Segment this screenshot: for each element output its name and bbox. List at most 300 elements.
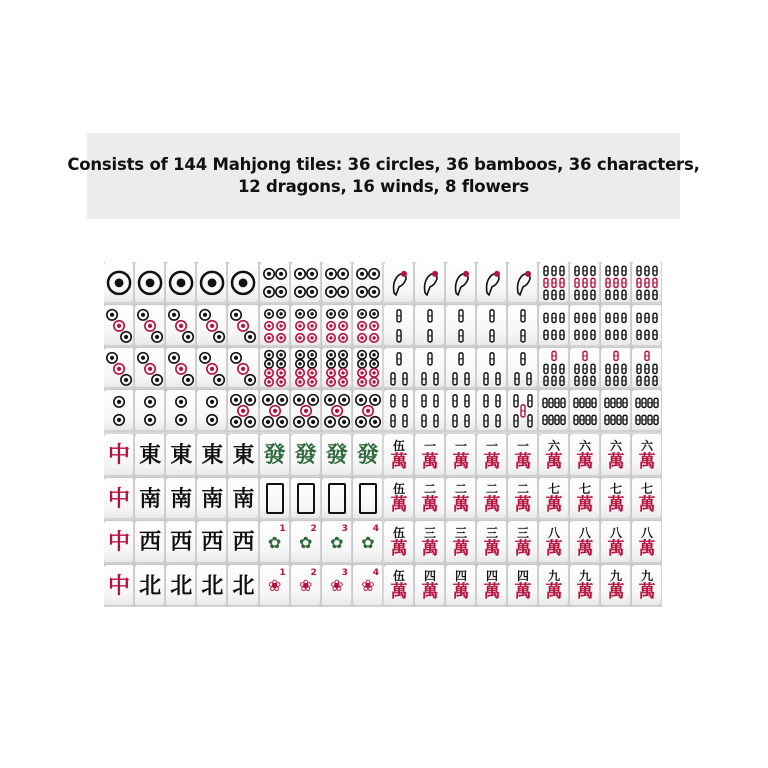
circle-tile (291, 348, 321, 390)
bamboo-sticks-icon (601, 348, 631, 390)
tile-glyph: 東 (139, 442, 162, 469)
bamboo-sticks-icon (446, 390, 476, 432)
circle-pips-icon (104, 348, 134, 390)
wind-tile (197, 478, 227, 521)
character-number: 三 (454, 525, 467, 540)
tile-glyph: 北 (170, 572, 193, 599)
white-dragon-tile (291, 478, 321, 521)
wan-glyph: 萬 (483, 538, 501, 559)
character-tile (570, 434, 600, 477)
bamboo-sticks-icon (415, 305, 445, 347)
bamboo-sticks-icon (508, 348, 538, 390)
bamboo-sticks-icon (446, 348, 476, 390)
bamboo-tile (384, 390, 414, 432)
bamboo-tile (570, 305, 600, 347)
flower-number: 4 (372, 567, 379, 578)
white-dragon-frame-icon (297, 483, 315, 514)
character-number: 七 (547, 482, 560, 497)
bamboo-tile (570, 348, 600, 390)
flower-number: 1 (279, 567, 286, 578)
red-dragon-tile (104, 434, 134, 477)
character-tile (508, 434, 538, 477)
wan-glyph: 萬 (452, 495, 470, 516)
wind-tile (197, 521, 227, 564)
bamboo-sticks-icon (415, 390, 445, 432)
circle-pips-icon (291, 262, 321, 304)
red-dragon-tile (104, 478, 134, 521)
tile-glyph: 東 (201, 442, 224, 469)
bamboo-tile (384, 348, 414, 390)
flower-tile (322, 565, 352, 608)
bamboo-tile (570, 390, 600, 432)
flower-tile (353, 521, 383, 564)
flower-tile (291, 565, 321, 608)
character-number: 一 (454, 438, 467, 453)
circle-tile (197, 390, 227, 432)
character-number: 二 (423, 482, 436, 497)
circle-tile (104, 262, 134, 304)
wan-glyph: 萬 (421, 538, 439, 559)
bamboo-tile (415, 305, 445, 347)
bamboo-tile (632, 305, 662, 347)
circle-tile (260, 390, 290, 432)
bamboo-sticks-icon (477, 348, 507, 390)
tile-glyph: 發 (263, 442, 286, 469)
wan-glyph: 萬 (576, 538, 594, 559)
bamboo-sticks-icon (539, 390, 569, 432)
wind-tile (166, 565, 196, 608)
wan-glyph: 萬 (607, 582, 625, 603)
bamboo-tile (477, 305, 507, 347)
wan-glyph: 萬 (638, 495, 656, 516)
circle-pips-icon (104, 305, 134, 347)
wind-tile (135, 565, 165, 608)
tile-glyph: 南 (201, 485, 224, 512)
character-tile (446, 434, 476, 477)
character-tile (570, 521, 600, 564)
flower-number: 2 (310, 524, 317, 534)
red-dragon-tile (104, 565, 134, 608)
character-tile (539, 434, 569, 477)
tile-glyph: 發 (325, 442, 348, 469)
wan-glyph: 萬 (421, 495, 439, 516)
bamboo-sticks-icon (570, 262, 600, 304)
circle-pips-icon (322, 262, 352, 304)
character-tile (384, 565, 414, 608)
circle-tile (166, 390, 196, 432)
character-number: 二 (516, 482, 529, 497)
character-number: 四 (454, 569, 467, 584)
bamboo-tile (539, 262, 569, 304)
wan-glyph: 萬 (421, 582, 439, 603)
wind-tile (166, 434, 196, 477)
character-number: 伍 (392, 482, 405, 497)
wan-glyph: 萬 (452, 451, 470, 472)
character-number: 八 (640, 525, 653, 540)
wan-glyph: 萬 (390, 495, 408, 516)
flower-number: 1 (279, 524, 286, 534)
character-tile (632, 478, 662, 521)
circle-pips-icon (291, 348, 321, 390)
tile-glyph: 南 (139, 485, 162, 512)
circle-pips-icon (353, 348, 383, 390)
bamboo-tile (601, 348, 631, 390)
tile-glyph: 中 (108, 485, 131, 512)
bamboo-sticks-icon (570, 348, 600, 390)
bamboo-tile (384, 305, 414, 347)
bamboo-tile (632, 390, 662, 432)
circle-tile (228, 262, 258, 304)
wind-tile (197, 565, 227, 608)
character-tile (601, 478, 631, 521)
bamboo-sticks-icon (384, 390, 414, 432)
character-tile (477, 478, 507, 521)
flower-icon: ❀ (267, 576, 282, 596)
bamboo-tile (508, 262, 538, 304)
flower-icon: ✿ (361, 532, 375, 552)
wan-glyph: 萬 (514, 451, 532, 472)
bamboo-tile (508, 390, 538, 432)
character-tile (477, 565, 507, 608)
wan-glyph: 萬 (607, 495, 625, 516)
wan-glyph: 萬 (390, 538, 408, 559)
wan-glyph: 萬 (545, 495, 563, 516)
character-tile (446, 478, 476, 521)
tile-glyph: 西 (139, 529, 162, 556)
circle-tile (166, 305, 196, 347)
character-number: 八 (609, 525, 622, 540)
character-tile (508, 478, 538, 521)
character-number: 七 (609, 482, 622, 497)
tile-glyph: 北 (201, 572, 224, 599)
circle-tile (197, 262, 227, 304)
wan-glyph: 萬 (390, 582, 408, 603)
circle-pips-icon (197, 390, 227, 432)
bamboo-tile (601, 305, 631, 347)
bamboo-sticks-icon (632, 305, 662, 347)
character-number: 三 (485, 525, 498, 540)
circle-pips-icon (260, 348, 290, 390)
white-dragon-frame-icon (359, 483, 377, 514)
wan-glyph: 萬 (638, 538, 656, 559)
flower-tile (353, 565, 383, 608)
circle-pips-icon (322, 348, 352, 390)
flower-icon: ✿ (267, 532, 282, 552)
character-number: 四 (423, 569, 436, 584)
flower-icon: ❀ (330, 576, 344, 596)
bird-icon (446, 262, 476, 304)
bird-icon (415, 262, 445, 304)
tile-glyph: 西 (232, 529, 255, 556)
bamboo-sticks-icon (415, 348, 445, 390)
bamboo-sticks-icon (601, 390, 631, 432)
circle-pips-icon (260, 305, 290, 347)
circle-pips-icon (197, 305, 227, 347)
circle-pips-icon (166, 390, 196, 432)
character-number: 八 (578, 525, 591, 540)
bamboo-tile (446, 262, 476, 304)
character-number: 六 (578, 438, 591, 453)
bamboo-sticks-icon (508, 305, 538, 347)
tile-glyph: 南 (232, 485, 255, 512)
bamboo-sticks-icon (601, 305, 631, 347)
bamboo-tile (446, 390, 476, 432)
wind-tile (228, 478, 258, 521)
bamboo-sticks-icon (632, 390, 662, 432)
wan-glyph: 萬 (545, 451, 563, 472)
circle-pips-icon (104, 390, 134, 432)
flower-tile (291, 521, 321, 564)
character-tile (384, 521, 414, 564)
wan-glyph: 萬 (638, 582, 656, 603)
wan-glyph: 萬 (545, 538, 563, 559)
circles-tiles (104, 262, 383, 432)
character-tile (415, 478, 445, 521)
flower-number: 3 (341, 567, 348, 578)
honor-and-flower-tiles (104, 434, 383, 607)
character-number: 一 (485, 438, 498, 453)
character-tile (539, 478, 569, 521)
circle-tile (353, 348, 383, 390)
bamboo-sticks-icon (539, 262, 569, 304)
circle-pips-icon (197, 348, 227, 390)
circle-pips-icon (353, 305, 383, 347)
character-tile (384, 434, 414, 477)
character-tile (601, 434, 631, 477)
circle-tile (135, 348, 165, 390)
circle-pips-icon (135, 305, 165, 347)
wan-glyph: 萬 (390, 451, 408, 472)
caption-line-1: Consists of 144 Mahjong tiles: 36 circles, 36 bamboos, 36 characters, (67, 155, 700, 174)
bird-icon (477, 262, 507, 304)
wind-tile (228, 434, 258, 477)
flower-tile (322, 521, 352, 564)
circle-pips-icon (353, 390, 383, 432)
wan-glyph: 萬 (452, 582, 470, 603)
wan-glyph: 萬 (514, 582, 532, 603)
character-tile (601, 565, 631, 608)
circle-tile (104, 305, 134, 347)
wan-glyph: 萬 (483, 451, 501, 472)
tile-glyph: 發 (294, 442, 317, 469)
circle-tile (353, 305, 383, 347)
bamboo-tile (508, 348, 538, 390)
circle-tile (322, 305, 352, 347)
circle-pips-icon (322, 390, 352, 432)
character-number: 七 (640, 482, 653, 497)
bamboo-tile (384, 262, 414, 304)
character-tile (384, 478, 414, 521)
circle-pips-icon (166, 348, 196, 390)
circle-tile (322, 262, 352, 304)
white-dragon-frame-icon (328, 483, 346, 514)
circle-pips-icon (291, 390, 321, 432)
bamboo-sticks-icon (384, 348, 414, 390)
bamboo-tile (539, 348, 569, 390)
wan-glyph: 萬 (576, 495, 594, 516)
circle-tile (353, 262, 383, 304)
bamboo-sticks-icon (570, 390, 600, 432)
flower-icon: ❀ (361, 576, 375, 596)
character-number: 伍 (392, 569, 405, 584)
circle-pips-icon (260, 262, 290, 304)
white-dragon-frame-icon (266, 483, 284, 514)
bamboo-tile (477, 390, 507, 432)
tile-glyph: 中 (108, 572, 131, 599)
bamboo-tile (415, 262, 445, 304)
wind-tile (228, 565, 258, 608)
character-tile (415, 565, 445, 608)
bamboo-tile (415, 390, 445, 432)
wan-glyph: 萬 (483, 495, 501, 516)
circle-pips-icon (135, 262, 165, 304)
circle-pips-icon (135, 348, 165, 390)
bamboo-sticks-icon (384, 305, 414, 347)
circle-tile (104, 348, 134, 390)
circle-tile (322, 390, 352, 432)
flower-number: 2 (310, 567, 317, 578)
circle-tile (228, 390, 258, 432)
tile-glyph: 發 (356, 442, 379, 469)
circle-pips-icon (228, 390, 258, 432)
bamboo-sticks-icon (632, 262, 662, 304)
character-number: 四 (516, 569, 529, 584)
wan-glyph: 萬 (576, 451, 594, 472)
flower-icon: ❀ (299, 576, 313, 596)
bamboo-sticks-icon (539, 305, 569, 347)
wan-glyph: 萬 (545, 582, 563, 603)
green-dragon-tile (291, 434, 321, 477)
circle-tile (322, 348, 352, 390)
character-tile (570, 565, 600, 608)
wan-glyph: 萬 (576, 582, 594, 603)
character-number: 六 (609, 438, 622, 453)
circle-pips-icon (135, 390, 165, 432)
bamboo-tile (477, 262, 507, 304)
circle-tile (166, 262, 196, 304)
character-number: 六 (547, 438, 560, 453)
circle-tile (228, 305, 258, 347)
character-number: 九 (547, 569, 560, 584)
tile-glyph: 南 (170, 485, 193, 512)
character-tile (632, 434, 662, 477)
bamboo-tile (446, 348, 476, 390)
character-tile (632, 565, 662, 608)
bamboo-tile (601, 390, 631, 432)
green-dragon-tile (322, 434, 352, 477)
character-number: 二 (485, 482, 498, 497)
circle-tile (353, 390, 383, 432)
wind-tile (135, 478, 165, 521)
bamboo-sticks-icon (477, 305, 507, 347)
bamboo-tile (446, 305, 476, 347)
circle-pips-icon (353, 262, 383, 304)
circle-tile (228, 348, 258, 390)
character-tile (539, 521, 569, 564)
circle-pips-icon (166, 262, 196, 304)
wind-tile (135, 434, 165, 477)
bamboo-tiles (384, 262, 662, 432)
bamboo-sticks-icon (477, 390, 507, 432)
character-number: 七 (578, 482, 591, 497)
circle-tile (197, 348, 227, 390)
circle-pips-icon (260, 390, 290, 432)
wind-tile (135, 521, 165, 564)
wan-glyph: 萬 (421, 451, 439, 472)
bamboo-sticks-icon (601, 262, 631, 304)
wind-tile (197, 434, 227, 477)
wan-glyph: 萬 (638, 451, 656, 472)
green-dragon-tile (353, 434, 383, 477)
character-tiles (384, 434, 662, 607)
bamboo-tile (415, 348, 445, 390)
character-number: 九 (609, 569, 622, 584)
character-tile (508, 521, 538, 564)
bamboo-tile (539, 305, 569, 347)
wind-tile (166, 478, 196, 521)
character-tile (477, 434, 507, 477)
circle-tile (291, 262, 321, 304)
circle-tile (104, 390, 134, 432)
circle-pips-icon (291, 305, 321, 347)
circle-pips-icon (104, 262, 134, 304)
circle-pips-icon (197, 262, 227, 304)
flower-icon: ✿ (330, 532, 344, 552)
tile-glyph: 中 (108, 442, 131, 469)
bamboo-sticks-icon (632, 348, 662, 390)
character-number: 四 (485, 569, 498, 584)
circle-tile (135, 262, 165, 304)
character-tile (570, 478, 600, 521)
tile-glyph: 北 (139, 572, 162, 599)
bamboo-sticks-icon (446, 305, 476, 347)
bamboo-tile (539, 390, 569, 432)
character-tile (415, 434, 445, 477)
character-number: 一 (516, 438, 529, 453)
character-number: 六 (640, 438, 653, 453)
character-tile (632, 521, 662, 564)
mahjong-tile-set-photo (104, 262, 662, 607)
tile-glyph: 中 (108, 529, 131, 556)
bamboo-tile (477, 348, 507, 390)
white-dragon-tile (260, 478, 290, 521)
flower-number: 3 (341, 524, 348, 534)
circle-pips-icon (228, 305, 258, 347)
character-tile (415, 521, 445, 564)
bamboo-sticks-icon (508, 390, 538, 432)
circle-tile (291, 305, 321, 347)
bird-icon (384, 262, 414, 304)
character-number: 三 (423, 525, 436, 540)
tile-glyph: 西 (201, 529, 224, 556)
bamboo-tile (508, 305, 538, 347)
white-dragon-tile (353, 478, 383, 521)
flower-tile (260, 521, 290, 564)
character-tile (477, 521, 507, 564)
character-tile (508, 565, 538, 608)
bamboo-sticks-icon (570, 305, 600, 347)
circle-tile (135, 305, 165, 347)
flower-icon: ✿ (299, 532, 313, 552)
wind-tile (228, 521, 258, 564)
red-dragon-tile (104, 521, 134, 564)
flower-number: 4 (372, 524, 379, 534)
circle-pips-icon (322, 305, 352, 347)
circle-tile (291, 390, 321, 432)
tile-glyph: 東 (232, 442, 255, 469)
wan-glyph: 萬 (607, 538, 625, 559)
wind-tile (166, 521, 196, 564)
